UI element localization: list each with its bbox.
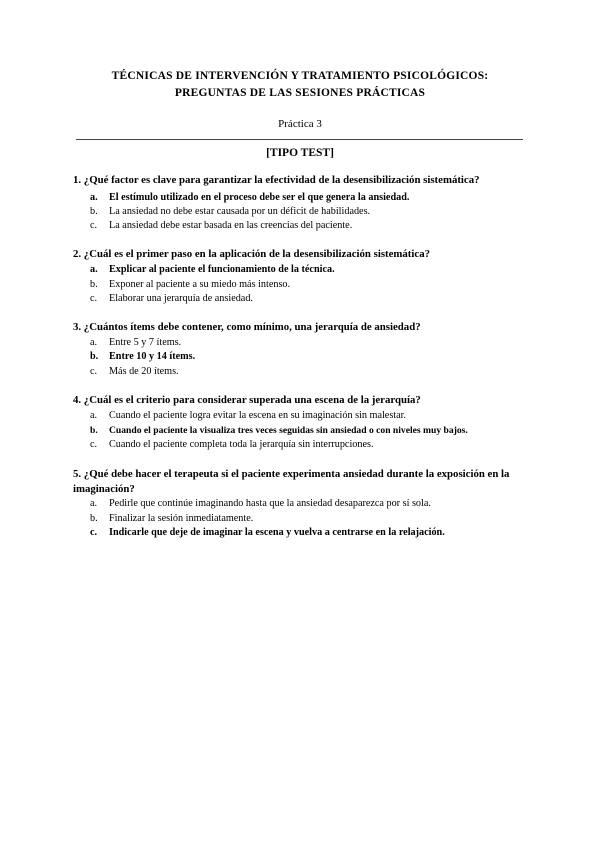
question-5-option-b: [90, 512, 530, 526]
question-3-option-a: [90, 336, 530, 350]
option-text: La ansiedad no debe estar causada por un déficit de habilidades.: [109, 206, 371, 217]
option-text: Más de 20 ítems.: [109, 366, 179, 377]
option-letter: b.: [90, 425, 98, 436]
question-2-option-c: [90, 292, 530, 306]
option-text: El estímulo utilizado en el proceso debe ser el que genera la ansiedad.: [109, 192, 410, 203]
question-3: 3. ¿Cuántos ítems debe contener, como mínimo, una jerarquía de ansiedad?: [73, 321, 421, 333]
question-4-option-a: [90, 409, 530, 423]
option-text: Pedirle que continúe imaginando hasta que la ansiedad desaparezca por sí sola.: [109, 498, 431, 509]
option-letter: a.: [90, 410, 98, 421]
option-letter: c.: [90, 293, 98, 304]
option-letter: a.: [90, 498, 98, 509]
option-letter: a.: [90, 337, 98, 348]
option-letter: b.: [90, 206, 98, 217]
option-letter: c.: [90, 439, 98, 450]
question-5: 5. ¿Qué debe hacer el terapeuta si el paciente experimenta ansiedad durante la exposición en la imaginación?: [73, 468, 510, 495]
document-title-line1: TÉCNICAS DE INTERVENCIÓN Y TRATAMIENTO PSICOLÓGICOS:: [111, 70, 489, 82]
option-text: La ansiedad debe estar basada en las creencias del paciente.: [109, 220, 353, 231]
question-5-option-a: [90, 497, 530, 511]
option-letter: b.: [90, 279, 98, 290]
option-letter: c.: [90, 527, 98, 538]
question-3-option-b: [90, 350, 530, 364]
document-title-line2: PREGUNTAS DE LAS SESIONES PRÁCTICAS: [174, 87, 426, 99]
horizontal-divider: [76, 139, 523, 140]
option-text: Cuando el paciente completa toda la jerarquía sin interrupciones.: [109, 439, 374, 450]
option-text: Finalizar la sesión inmediatamente.: [109, 513, 254, 524]
question-1-option-b: [90, 205, 530, 219]
practice-number: Práctica 3: [278, 118, 322, 130]
question-4: 4. ¿Cuál es el criterio para considerar superada una escena de la jerarquía?: [73, 394, 421, 406]
question-1-option-a: [90, 191, 530, 205]
option-text: Cuando el paciente logra evitar la escena en su imaginación sin malestar.: [109, 410, 407, 421]
option-text: Indicarle que deje de imaginar la escena y vuelva a centrarse en la relajación.: [109, 527, 445, 538]
option-letter: c.: [90, 220, 98, 231]
question-5-option-c: [90, 526, 530, 540]
option-text: Explicar al paciente el funcionamiento de la técnica.: [109, 264, 335, 275]
option-text: Exponer al paciente a su miedo más intenso.: [109, 279, 291, 290]
section-label: [TIPO TEST]: [266, 147, 334, 159]
option-text: Cuando el paciente la visualiza tres veces seguidas sin ansiedad o con niveles muy bajos.: [109, 425, 468, 436]
option-text: Elaborar una jerarquía de ansiedad.: [109, 293, 253, 304]
question-2-option-a: [90, 263, 530, 277]
question-2: 2. ¿Cuál es el primer paso en la aplicación de la desensibilización sistemática?: [73, 248, 430, 260]
option-text: Entre 10 y 14 ítems.: [109, 351, 196, 362]
option-letter: c.: [90, 366, 98, 377]
option-letter: a.: [90, 264, 98, 275]
option-letter: b.: [90, 513, 98, 524]
option-letter: b.: [90, 351, 99, 362]
question-4-option-c: [90, 438, 530, 452]
option-letter: a.: [90, 192, 98, 203]
question-4-option-b: [90, 424, 530, 438]
question-1: 1. ¿Qué factor es clave para garantizar la efectividad de la desensibilización sistemática?: [73, 174, 480, 186]
question-2-option-b: [90, 278, 530, 292]
question-3-option-c: [90, 365, 530, 379]
question-1-option-c: [90, 219, 530, 233]
option-text: Entre 5 y 7 ítems.: [109, 337, 182, 348]
